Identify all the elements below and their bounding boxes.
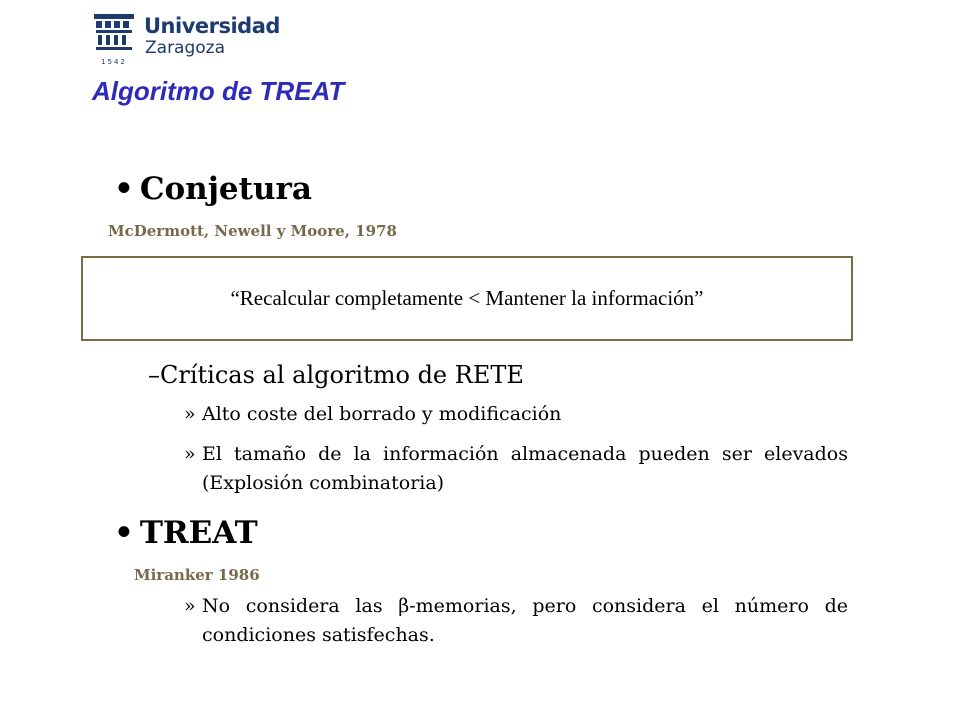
bullet-conjetura — [114, 171, 312, 207]
list-item — [184, 400, 848, 429]
logo-name: Universidad — [144, 14, 280, 38]
heading-conjetura: Conjetura — [139, 171, 312, 207]
bullet-treat — [114, 515, 258, 551]
university-crest-icon — [92, 12, 138, 68]
heading-treat: TREAT — [139, 515, 258, 551]
list-item — [184, 592, 848, 650]
list-mark: » — [184, 443, 196, 465]
logo-year: 1542 — [101, 58, 127, 66]
dash-mark: – — [148, 361, 160, 389]
citation-conjetura: McDermott, Newell y Moore, 1978 — [108, 222, 397, 240]
quote-box — [81, 256, 853, 341]
subheading-text: Críticas al algoritmo de RETE — [160, 361, 524, 389]
slide-title: Algoritmo de TREAT — [92, 76, 345, 106]
list-mark: » — [184, 403, 196, 425]
list-item-text: El tamaño de la información almacenada pueden ser elevados (Explosión combinatoria) — [202, 443, 848, 494]
university-logo — [92, 12, 280, 68]
list-item-text: No considera las β-memorias, pero considera el número de condiciones satisfechas. — [202, 595, 848, 646]
bullet-dot: • — [114, 515, 134, 551]
list-mark: » — [184, 595, 196, 617]
bullet-dot: • — [114, 171, 134, 207]
subheading-criticas — [148, 361, 524, 389]
list-item — [184, 440, 848, 498]
list-item-text: Alto coste del borrado y modificación — [202, 403, 562, 425]
logo-city: Zaragoza — [145, 38, 226, 58]
citation-treat: Miranker 1986 — [134, 566, 260, 584]
quote-text: “Recalcular completamente < Mantener la información” — [230, 286, 704, 310]
